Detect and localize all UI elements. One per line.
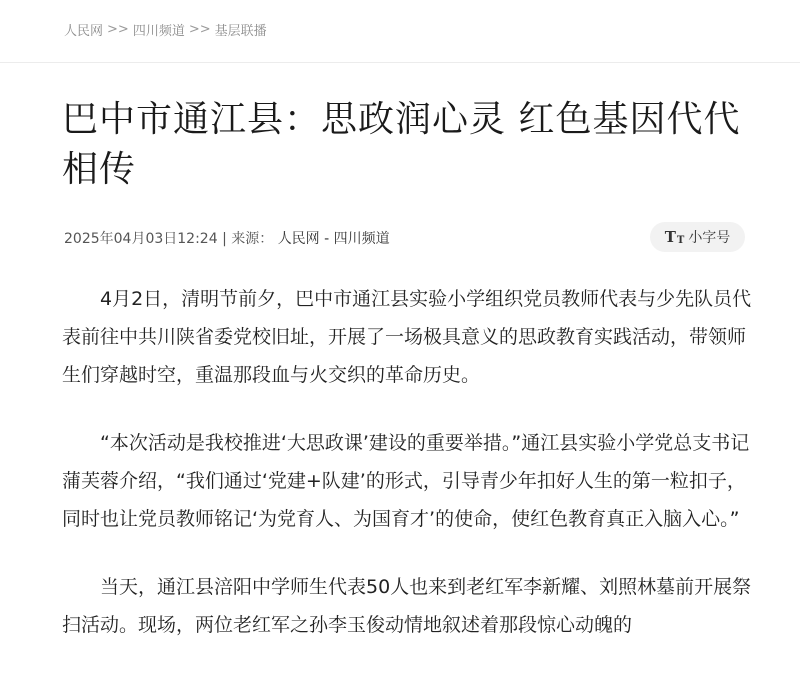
breadcrumb-link-grassroots[interactable]: 基层联播: [214, 24, 267, 39]
article-paragraph: “本次活动是我校推进‘大思政课’建设的重要举措。”通江县实验小学党总支书记蒲芙蓉介绍，“我们通过‘党建+队建’的形式，引导青少年扣好人生的第一粒扣子，同时也让党员教师铭记‘为党育人、为国育才’的使命，使红色教育真正入脑入心。”: [62, 432, 750, 530]
article-paragraph: 4月2日，清明节前夕，巴中市通江县实验小学组织党员教师代表与少先队员代表前往中共川陕省委党校旧址，开展了一场极具意义的思政教育实践活动，带领师生们穿越时空，重温那段血与火交织的革命历史。: [62, 288, 752, 386]
header-divider: [0, 62, 800, 63]
source-link[interactable]: 人民网 - 四川频道: [277, 231, 390, 247]
article-meta: [64, 228, 390, 248]
article-title: 巴中市通江县：思政润心灵 红色基因代代相传: [62, 99, 741, 190]
meta-divider: |: [222, 231, 227, 247]
breadcrumb-link-sichuan[interactable]: 四川频道: [132, 24, 185, 39]
article-body: [62, 280, 752, 674]
font-size-toggle-label: 小字号: [688, 230, 731, 246]
article-paragraph: 当天，通江县涪阳中学师生代表50人也来到老红军李新耀、刘照林墓前开展祭扫活动。现场，两位老红军之孙李玉俊动情地叙述着那段惊心动魄的: [62, 576, 752, 636]
publish-datetime: 2025年04月03日12:24: [64, 231, 218, 247]
font-size-icon: T T: [664, 228, 685, 246]
breadcrumb: [64, 20, 267, 39]
breadcrumb-separator: >>: [188, 22, 211, 37]
breadcrumb-link-people[interactable]: 人民网: [64, 24, 104, 39]
source-label: 来源：: [231, 231, 274, 247]
breadcrumb-separator: >>: [107, 22, 129, 37]
font-size-toggle-button[interactable]: [650, 222, 745, 252]
